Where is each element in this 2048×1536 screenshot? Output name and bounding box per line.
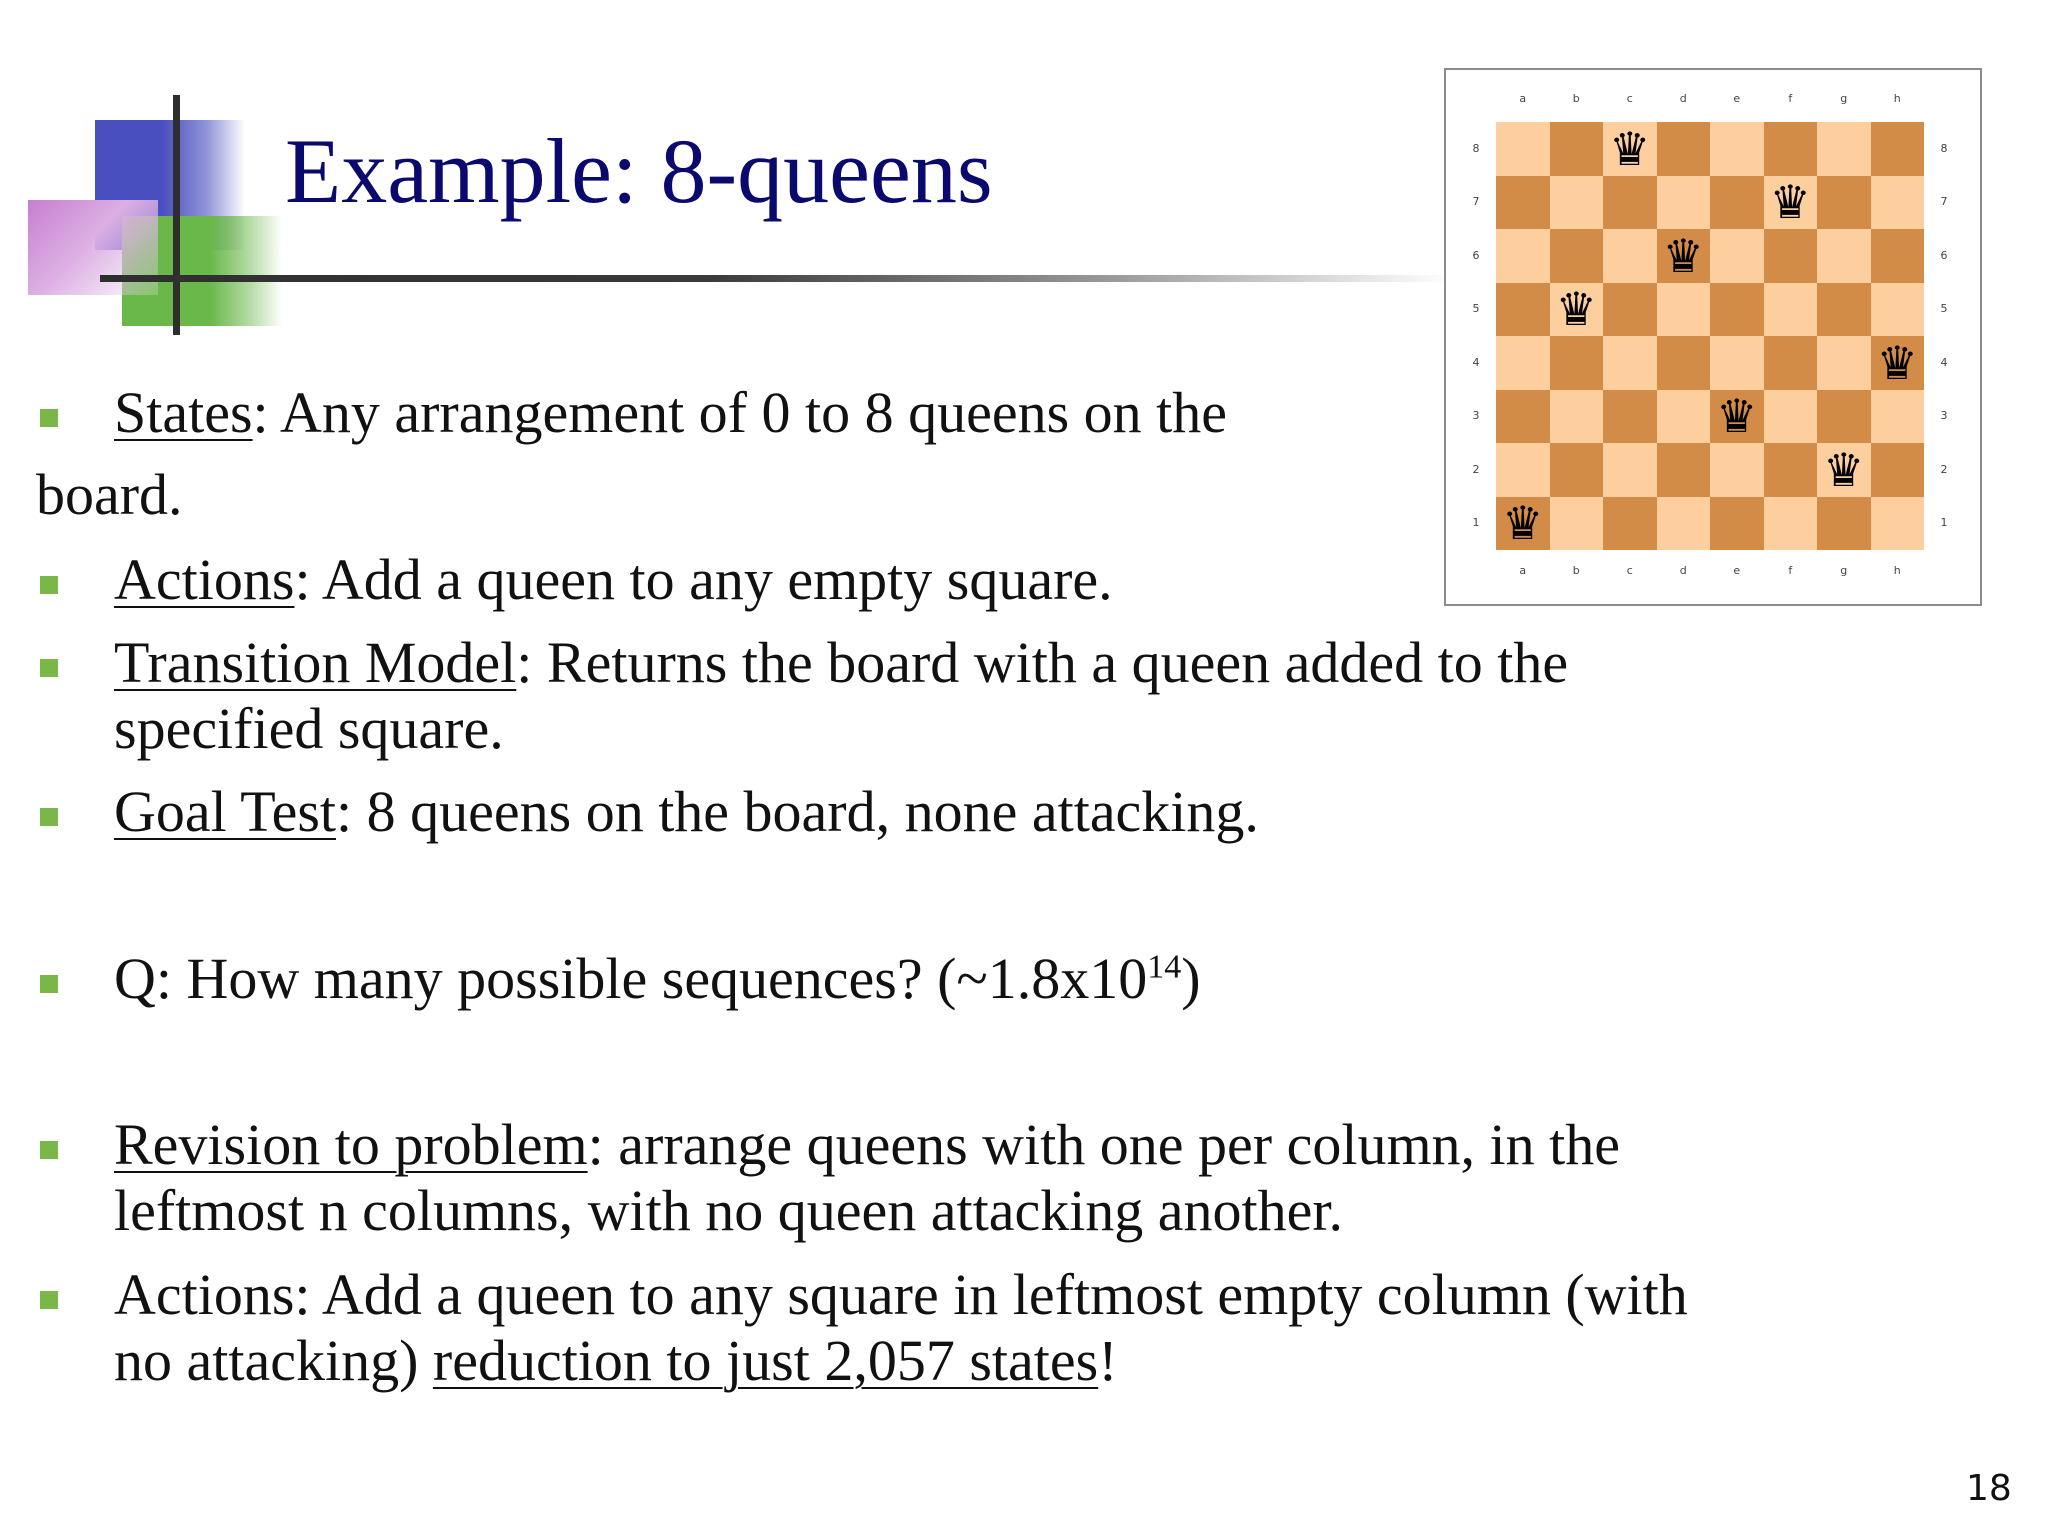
bullet-states (114, 380, 1227, 446)
bullet-marker (40, 409, 58, 427)
board-square-e1 (1710, 497, 1764, 551)
term-transition-model: Transition Model (114, 630, 517, 695)
rank-label-5: 5 (1472, 302, 1480, 316)
board-square-c5 (1603, 283, 1657, 337)
queen-icon: ♛ (1609, 121, 1651, 176)
board-square-f5 (1764, 283, 1818, 337)
rank-label-2: 2 (1472, 462, 1480, 476)
board-square-d6 (1657, 229, 1711, 283)
board-square-a6 (1496, 229, 1550, 283)
board-square-d1 (1657, 497, 1711, 551)
rank-label-7: 7 (1472, 195, 1480, 209)
board-square-c1 (1603, 497, 1657, 551)
rank-label-2: 2 (1940, 462, 1948, 476)
revised-actions-pre: no attacking) (114, 1328, 433, 1393)
bullet-marker (40, 975, 58, 993)
board-square-h2 (1871, 443, 1925, 497)
file-label-e: e (1733, 92, 1741, 105)
board-square-d4 (1657, 336, 1711, 390)
board-square-c2 (1603, 443, 1657, 497)
board-square-d2 (1657, 443, 1711, 497)
queen-icon: ♛ (1769, 175, 1811, 230)
rank-label-8: 8 (1472, 141, 1480, 155)
board-square-e4 (1710, 336, 1764, 390)
board-square-b2 (1550, 443, 1604, 497)
board-square-g3 (1817, 390, 1871, 444)
board-square-c6 (1603, 229, 1657, 283)
board-square-f8 (1764, 122, 1818, 176)
file-label-g: g (1840, 92, 1848, 105)
board-square-e3 (1710, 390, 1764, 444)
rank-label-1: 1 (1472, 516, 1480, 530)
board-square-a1 (1496, 497, 1550, 551)
board-square-c8 (1603, 122, 1657, 176)
board-square-h8 (1871, 122, 1925, 176)
board-square-e5 (1710, 283, 1764, 337)
board-square-e8 (1710, 122, 1764, 176)
term-goal-test: Goal Test (114, 779, 337, 844)
rank-label-5: 5 (1940, 302, 1948, 316)
rank-label-6: 6 (1940, 248, 1948, 262)
board-square-h3 (1871, 390, 1925, 444)
board-square-f7 (1764, 176, 1818, 230)
bullet-revision-cont: leftmost n columns, with no queen attacking another. (114, 1178, 1344, 1243)
rank-label-7: 7 (1940, 195, 1948, 209)
board-square-d5 (1657, 283, 1711, 337)
page-number: 18 (1966, 1468, 2012, 1509)
file-label-f: f (1788, 92, 1793, 105)
file-label-d: d (1679, 564, 1687, 577)
rank-label-8: 8 (1940, 141, 1948, 155)
file-label-h: h (1893, 92, 1901, 105)
board-square-d8 (1657, 122, 1711, 176)
board-square-h6 (1871, 229, 1925, 283)
file-label-b: b (1572, 92, 1580, 105)
term-actions: Actions (114, 547, 295, 612)
file-label-e: e (1733, 564, 1741, 577)
bullet-goal-test (114, 779, 1259, 845)
board-square-g7 (1817, 176, 1871, 230)
file-label-g: g (1840, 564, 1848, 577)
rank-label-6: 6 (1472, 248, 1480, 262)
file-label-c: c (1626, 564, 1633, 577)
title-underline-rule (100, 275, 1450, 282)
board-square-a7 (1496, 176, 1550, 230)
board-square-b1 (1550, 497, 1604, 551)
queen-icon: ♛ (1716, 389, 1758, 444)
question-tail: ) (1181, 946, 1201, 1011)
queen-icon: ♛ (1823, 442, 1865, 497)
bullet-revision-text: : arrange queens with one per column, in the (587, 1112, 1621, 1177)
bullet-marker (40, 1141, 58, 1159)
board-square-d3 (1657, 390, 1711, 444)
board-square-d7 (1657, 176, 1711, 230)
board-square-f2 (1764, 443, 1818, 497)
board-square-e6 (1710, 229, 1764, 283)
vertical-rule (173, 95, 180, 335)
file-label-c: c (1626, 92, 1633, 105)
title-decoration (0, 0, 300, 340)
board-square-f3 (1764, 390, 1818, 444)
revised-actions-post: ! (1098, 1328, 1118, 1393)
board-square-c7 (1603, 176, 1657, 230)
bullet-marker (40, 659, 58, 677)
rank-label-4: 4 (1940, 355, 1948, 369)
board-square-h5 (1871, 283, 1925, 337)
queen-icon: ♛ (1555, 282, 1597, 337)
board-square-h4 (1871, 336, 1925, 390)
bullet-actions-revised: Actions: Add a queen to any square in leftmost empty column (with (114, 1262, 1688, 1327)
board-square-g5 (1817, 283, 1871, 337)
board-square-g6 (1817, 229, 1871, 283)
reduction-note: reduction to just 2,057 states (432, 1328, 1099, 1393)
board-square-g8 (1817, 122, 1871, 176)
board-square-b5 (1550, 283, 1604, 337)
board-square-b7 (1550, 176, 1604, 230)
board-square-f6 (1764, 229, 1818, 283)
bullet-question (114, 946, 1201, 1012)
file-label-f: f (1788, 564, 1793, 577)
board-square-b4 (1550, 336, 1604, 390)
board-square-g1 (1817, 497, 1871, 551)
board-square-a3 (1496, 390, 1550, 444)
bullet-actions-text: : Add a queen to any empty square. (294, 547, 1113, 612)
queen-icon: ♛ (1502, 496, 1544, 551)
board-square-b3 (1550, 390, 1604, 444)
board-square-c4 (1603, 336, 1657, 390)
file-label-a: a (1519, 92, 1527, 105)
bullet-actions (114, 547, 1113, 613)
file-label-d: d (1679, 92, 1687, 105)
board-square-a4 (1496, 336, 1550, 390)
board-square-h1 (1871, 497, 1925, 551)
file-label-b: b (1572, 564, 1580, 577)
board-square-g2 (1817, 443, 1871, 497)
bullet-actions-revised-cont (114, 1328, 1118, 1394)
queen-icon: ♛ (1876, 335, 1918, 390)
board-square-c3 (1603, 390, 1657, 444)
file-label-h: h (1893, 564, 1901, 577)
bullet-marker (40, 808, 58, 826)
board-square-f4 (1764, 336, 1818, 390)
board-square-a2 (1496, 443, 1550, 497)
bullet-transition-text: : Returns the board with a queen added to the (516, 630, 1569, 695)
board-square-b6 (1550, 229, 1604, 283)
board-square-g4 (1817, 336, 1871, 390)
board-square-b8 (1550, 122, 1604, 176)
bullet-states-text: : Any arrangement of 0 to 8 queens on the (252, 380, 1228, 445)
bullet-marker (40, 576, 58, 594)
board-square-h7 (1871, 176, 1925, 230)
bullet-transition-cont: specified square. (114, 696, 504, 761)
chessboard-grid (1496, 122, 1924, 550)
bullet-goal-text: : 8 queens on the board, none attacking. (336, 779, 1259, 844)
rank-label-1: 1 (1940, 516, 1948, 530)
question-text: Q: How many possible sequences? (~1.8x10 (114, 946, 1148, 1011)
board-square-e2 (1710, 443, 1764, 497)
question-exponent: 14 (1147, 948, 1182, 986)
page-title: Example: 8-queens (285, 120, 993, 222)
bullet-marker (40, 1291, 58, 1309)
file-label-a: a (1519, 564, 1527, 577)
rank-label-3: 3 (1940, 409, 1948, 423)
board-square-a5 (1496, 283, 1550, 337)
queen-icon: ♛ (1662, 228, 1704, 283)
term-revision: Revision to problem (114, 1112, 588, 1177)
board-square-a8 (1496, 122, 1550, 176)
rank-label-3: 3 (1472, 409, 1480, 423)
bullet-revision (114, 1112, 1620, 1178)
board-square-e7 (1710, 176, 1764, 230)
bullet-states-cont: board. (36, 462, 183, 527)
rank-label-4: 4 (1472, 355, 1480, 369)
term-states: States (114, 380, 253, 445)
bullet-transition-model (114, 630, 1568, 696)
board-square-f1 (1764, 497, 1818, 551)
